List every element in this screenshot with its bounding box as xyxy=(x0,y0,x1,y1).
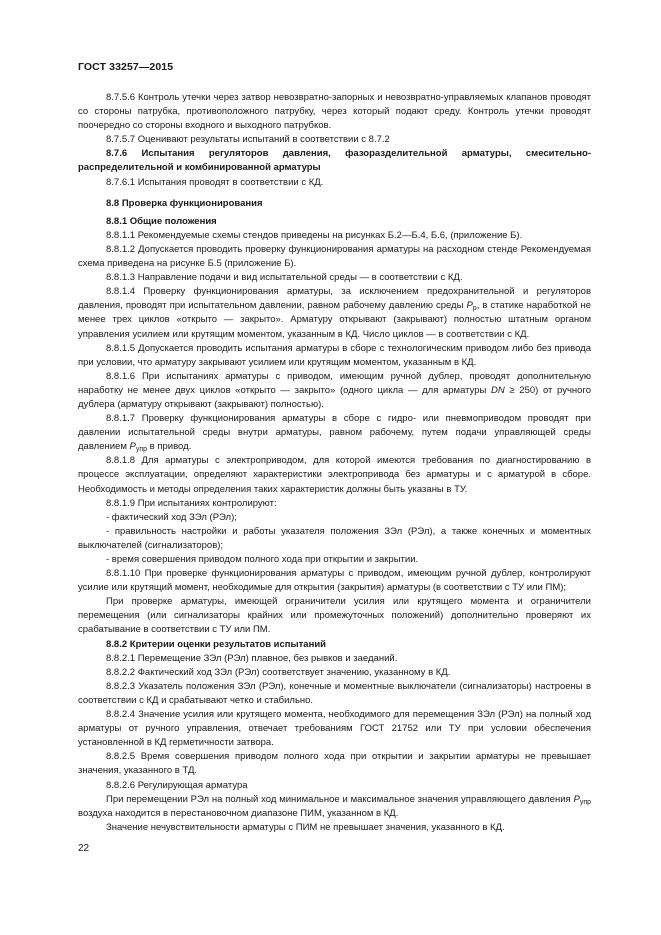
paragraph-text: 8.8.1.4 Проверку функционирования арматуры, за исключением предохранительной и регуляторов давления, проводят при испытательном давлении, равном рабочему давлению среды xyxy=(78,286,591,312)
paragraph-8-8-1-2: 8.8.1.2 Допускается проводить проверку функционирования арматуры на расходном стенде Рекомендуемая схема приведена на рисунке Б.5 (приложение Б). xyxy=(78,243,591,270)
paragraph-8-7-6-1: 8.7.6.1 Испытания проводят в соответствии с КД. xyxy=(106,176,324,188)
heading-8-8-2: 8.8.2 Критерии оценки результатов испытаний xyxy=(106,638,327,650)
paragraph-8-8-2-6-text xyxy=(78,793,591,821)
document-body xyxy=(78,91,591,835)
paragraph-8-8-1-4 xyxy=(78,285,591,341)
paragraph-text: ≥ 250) от ручного дублера (арматуру открывают (закрывают) полностью). xyxy=(78,384,591,410)
paragraph-text: 8.8.1.6 При испытаниях арматуры с приводом, имеющим ручной дублер, проводят дополнительную наработку не менее двух циклов «открыто — закрыто» (одного цикла — для арматуры xyxy=(78,370,591,396)
paragraph-text: воздуха находится в перестановочном диапазоне ПИМ, указанном в КД. xyxy=(78,807,399,819)
control-pressure-subscript: упр xyxy=(579,798,591,806)
paragraph-8-8-2-1: 8.8.2.1 Перемещение ЗЭл (РЭл) плавное, без рывков и заеданий. xyxy=(106,652,398,664)
paragraph-8-8-2-4: 8.8.2.4 Значение усилия или крутящего момента, необходимого для перемещения ЗЭл (РЭл) на полный ход арматуры от ручного управления, отвечает требованиям ГОСТ 21752 или ТУ при условии обеспечения установленной в КД герметичности затвора. xyxy=(78,709,591,749)
heading-8-8-1: 8.8.1 Общие положения xyxy=(106,215,217,227)
page-number: 22 xyxy=(78,843,90,854)
standard-header: ГОСТ 33257—2015 xyxy=(78,61,174,73)
paragraph-8-8-1-10: 8.8.1.10 При проверке функционирования арматуры с приводом, имеющим ручной дублер, контролируют усилие или крутящий момент, необходимые для открытия (закрытия) арматуры (в соответствии с ТУ или ПМ); xyxy=(78,568,591,594)
section-heading-8-8: 8.8 Проверка функционирования xyxy=(106,197,263,209)
paragraph-8-8-2-6: 8.8.2.6 Регулирующая арматура xyxy=(106,779,248,791)
paragraph-8-8-1-6 xyxy=(78,370,591,412)
pressure-subscript: р xyxy=(472,305,477,313)
list-item: - фактический ход ЗЭл (РЭл); xyxy=(106,511,237,523)
control-pressure-symbol: P xyxy=(573,793,580,805)
paragraph-8-8-2-5: 8.8.2.5 Время совершения приводом полного хода при открытии и закрытии арматуры не превышает значения, указанного в ТД. xyxy=(78,751,591,777)
paragraph-8-8-1-1: 8.8.1.1 Рекомендуемые схемы стендов приведены на рисунках Б.2—Б.4, Б.6, (приложение Б). xyxy=(106,229,523,241)
control-pressure-subscript: упр xyxy=(135,446,148,454)
heading-8-7-6: 8.7.6 Испытания регуляторов давления, фазоразделительной арматуры, смесительно-распределительной и комбинированной арматуры xyxy=(78,148,591,174)
list-item: - время совершения приводом полного хода при открытии и закрытии. xyxy=(106,554,419,565)
pressure-symbol: P xyxy=(466,300,473,312)
paragraph-text: в привод. xyxy=(147,441,192,453)
paragraph-8-7-5-6: 8.7.5.6 Контроль утечки через затвор невозвратно-запорных и невозвратно-управляемых клапанов проводят со стороны патрубка, противоположного патрубку, через который подают среду. Контроль утечки проводят поочередно со стороны входного и выходного патрубков. xyxy=(78,92,591,132)
paragraph-8-7-5-7: 8.7.5.7 Оценивают результаты испытаний в соответствии с 8.7.2 xyxy=(106,134,390,146)
paragraph-8-8-1-10-continued: При проверке арматуры, имеющей ограничители усилия или крутящего момента и ограничители перемещения (или сигнализаторы крайних или промежуточных положений) дополнительно проверяют их срабатывание в соответствии с ТУ или ПМ. xyxy=(78,596,591,636)
paragraph-8-8-2-6-final: Значение нечувствительности арматуры с ПИМ не превышает значения, указанного в КД. xyxy=(106,821,505,833)
list-item: - правильность настройки и работы указателя положения ЗЭл (РЭл), а также конечных и моментных выключателей (сигнализаторов); xyxy=(78,525,591,551)
nominal-diameter-symbol: DN xyxy=(491,384,505,396)
paragraph-text: 8.8.1.7 Проверку функционирования арматуры в сборе с гидро- или пневмоприводом проводят при давлении испытательной среды внутри арматуры, равном рабочему, путем подачи управляющей среды давлением xyxy=(78,413,591,453)
paragraph-8-8-1-3: 8.8.1.3 Направление подачи и вид испытательной среды — в соответствии с КД. xyxy=(106,272,463,284)
paragraph-8-8-1-9: 8.8.1.9 При испытаниях контролируют: xyxy=(106,497,277,509)
paragraph-text: При перемещении РЭл на полный ход минимальное и максимальное значения управляющего давления xyxy=(106,793,574,805)
paragraph-text: , в статике наработкой не менее трех циклов «открыто — закрыто». Арматуру открывают (закрывают) полностью штатным органом управления усилием или крутящим моментом, указанным в КД. Число циклов — в соответствии с КД. xyxy=(78,300,591,340)
paragraph-8-8-2-2: 8.8.2.2 Фактический ход ЗЭл (РЭл) соответствует значению, указанному в КД. xyxy=(106,666,451,678)
paragraph-8-8-2-3: 8.8.2.3 Указатель положения ЗЭл (РЭл), конечные и моментные выключатели (сигнализаторы) настроены в соответствии с КД и срабатывают четко и стабильно. xyxy=(78,680,591,706)
control-pressure-symbol: P xyxy=(129,441,136,453)
paragraph-8-8-1-7 xyxy=(78,412,591,454)
paragraph-8-8-1-5: 8.8.1.5 Допускается проводить испытания арматуры в сборе с технологическим приводом либо без привода при условии, что арматуру закрывают усилием или крутящим моментом, указанным в КД. xyxy=(78,342,591,368)
paragraph-8-8-1-8: 8.8.1.8 Для арматуры с электроприводом, для которой имеются требования по диагностированию в процессе эксплуатации, определяют характеристики электропривода без арматуры и с арматурой в сборе. Необходимость и методы определения таких характеристик должны быть указаны в ТУ. xyxy=(78,455,591,495)
